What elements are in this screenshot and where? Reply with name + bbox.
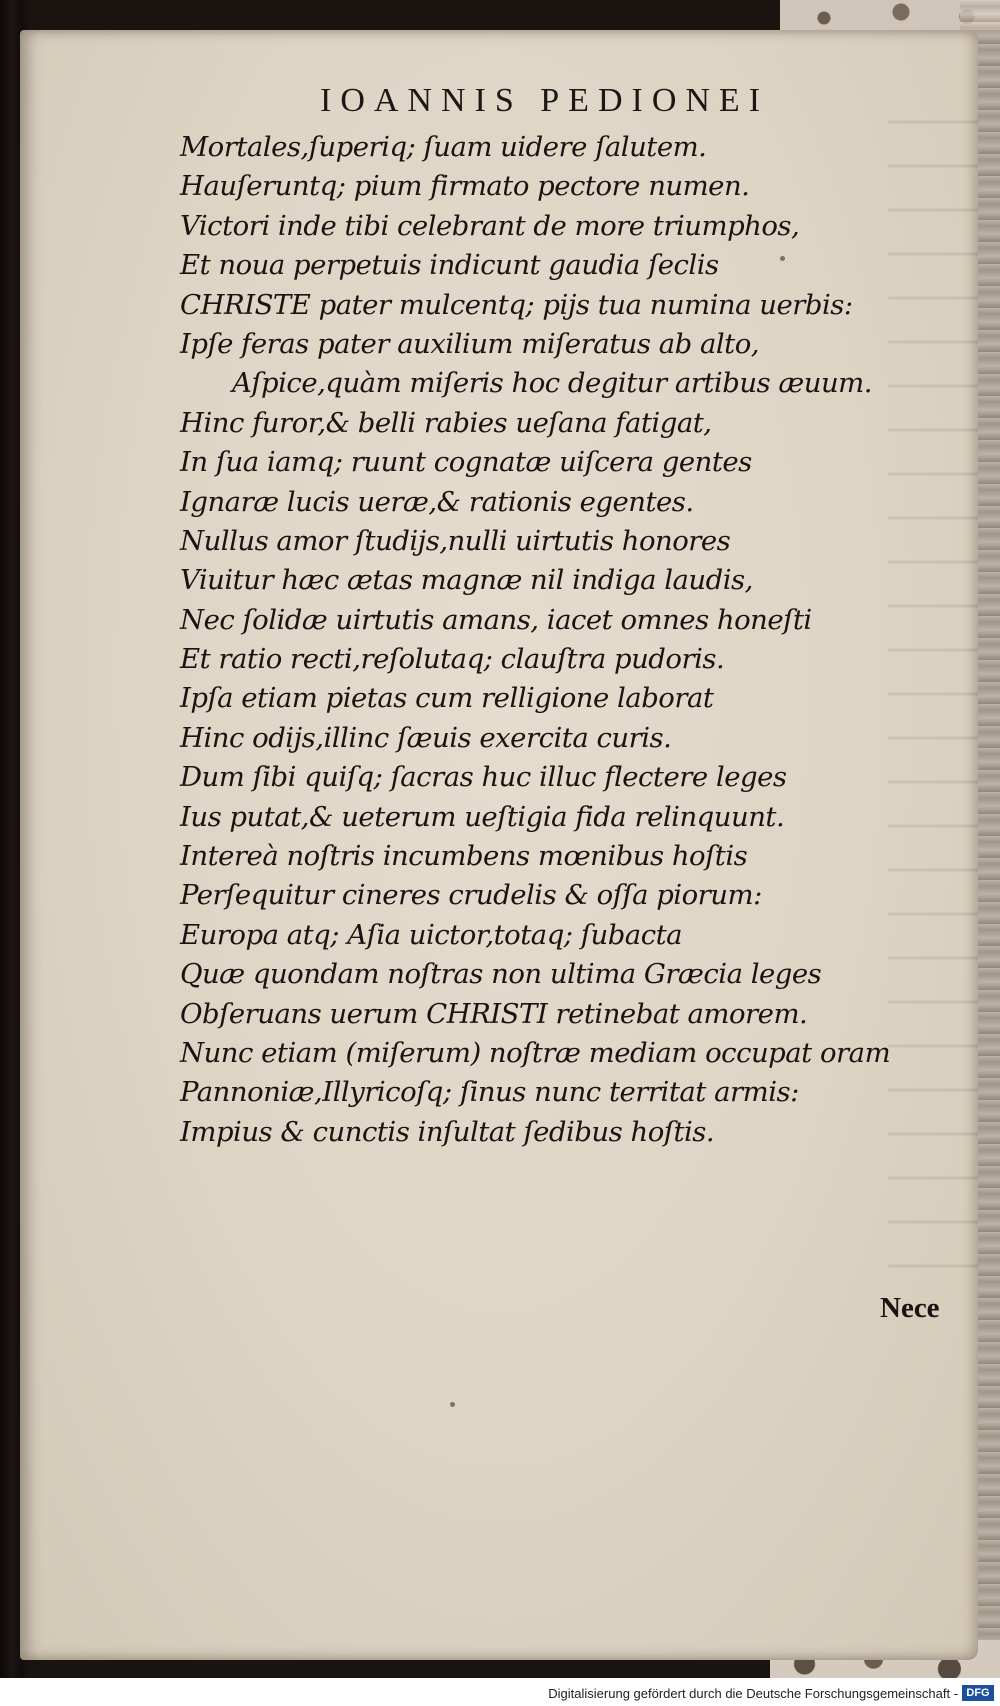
verse-line: Intereà noſtris incumbens mœnibus hoſtis [180, 840, 748, 873]
verse-line: Perſequitur cineres crudelis & oſſa piorum: [180, 879, 762, 912]
verse-line: Aſpice,quàm miſeris hoc degitur artibus æuum. [232, 367, 872, 400]
verse-line: Ipſa etiam pietas cum relligione laborat [180, 682, 714, 715]
verse-line: Obſeruans uerum CHRISTI retinebat amorem. [180, 997, 808, 1030]
verse-line: Mortales,ſuperiq; ſuam uidere ſalutem. [180, 131, 707, 163]
footer-bar [0, 1678, 1000, 1706]
verse-line: Ipſe feras pater auxilium miſeratus ab alto, [180, 327, 760, 360]
verse-line: Pannoniæ,Illyricoſq; ſinus nunc territat armis: [180, 1076, 799, 1109]
verse-line: Ignaræ lucis ueræ,& rationis egentes. [180, 485, 694, 518]
verse-line: Quæ quondam noſtras non ultima Græcia leges [180, 958, 822, 991]
dfg-logo: DFG [962, 1685, 994, 1701]
verse-line: Et ratio recti,reſolutaq; clauſtra pudoris. [180, 643, 725, 676]
verse-line: Nec ſolidæ uirtutis amans, iacet omnes honeſti [180, 603, 812, 636]
verse-line: Nullus amor ſtudijs,nulli uirtutis honores [180, 524, 731, 557]
verse-line: Viuitur hæc ætas magnæ nil indiga laudis, [180, 564, 753, 597]
verse-line: Ius putat,& ueterum ueſtigia fida relinquunt. [180, 800, 785, 833]
verse-line: Impius & cunctis inſultat ſedibus hoſtis. [180, 1115, 715, 1148]
verse-line: Dum ſibi quiſq; ſacras huc illuc flectere leges [180, 761, 787, 794]
verse-line: Europa atq; Aſia uictor,totaq; ſubacta [180, 918, 683, 951]
verse-line: Victori inde tibi celebrant de more triumphos, [180, 209, 800, 242]
funding-credit: Digitalisierung gefördert durch die Deutsche Forschungsgemeinschaft - [548, 1686, 958, 1701]
verse-block [180, 128, 940, 1152]
verse-line: In ſua iamq; ruunt cognatæ uiſcera gentes [180, 446, 752, 479]
ink-speck [450, 1402, 455, 1407]
verse-line: Nunc etiam (miſerum) noſtræ mediam occupat oram [180, 1036, 891, 1069]
verse-line: Et noua perpetuis indicunt gaudia ſeclis [180, 249, 719, 282]
verse-line: Hinc odijs,illinc ſæuis exercita curis. [180, 721, 672, 754]
running-head: IOANNIS PEDIONEI [320, 82, 770, 119]
catchword: Nece [880, 1292, 940, 1324]
verse-line: CHRISTE pater mulcentq; pijs tua numina uerbis: [180, 288, 853, 321]
verse-line: Hinc furor,& belli rabies ueſana fatigat, [180, 406, 712, 439]
verse-line: Hauſeruntq; pium firmato pectore numen. [180, 170, 750, 203]
